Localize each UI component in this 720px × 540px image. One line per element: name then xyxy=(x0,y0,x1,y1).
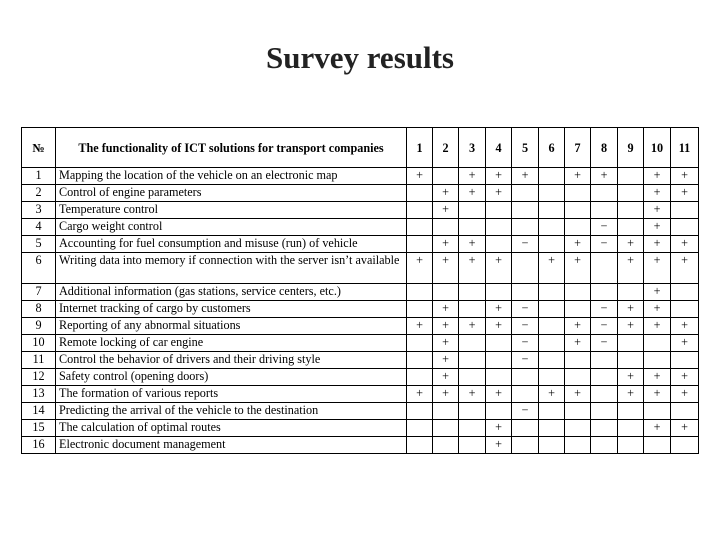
cell-company-1 xyxy=(407,403,433,420)
cell-company-4: + xyxy=(486,301,512,318)
header-company-7: 7 xyxy=(565,128,591,168)
header-company-4: 4 xyxy=(486,128,512,168)
cell-company-1 xyxy=(407,301,433,318)
cell-company-4: + xyxy=(486,420,512,437)
cell-company-8: + xyxy=(591,168,618,185)
cell-company-3 xyxy=(459,403,486,420)
cell-company-6 xyxy=(539,437,565,454)
cell-company-8 xyxy=(591,253,618,284)
cell-company-6 xyxy=(539,420,565,437)
table-row xyxy=(22,403,699,420)
cell-company-2: + xyxy=(433,253,459,284)
cell-company-9 xyxy=(618,352,644,369)
cell-company-6 xyxy=(539,202,565,219)
row-number: 4 xyxy=(22,219,56,236)
cell-company-2 xyxy=(433,437,459,454)
cell-company-3 xyxy=(459,219,486,236)
cell-company-11: + xyxy=(671,335,699,352)
cell-company-6 xyxy=(539,403,565,420)
table-row xyxy=(22,420,699,437)
cell-company-2: + xyxy=(433,352,459,369)
cell-company-3 xyxy=(459,284,486,301)
page-title: Survey results xyxy=(265,40,454,75)
cell-company-9 xyxy=(618,335,644,352)
table-row xyxy=(22,168,699,185)
cell-company-3: + xyxy=(459,318,486,335)
survey-table xyxy=(21,127,699,454)
cell-company-2: + xyxy=(433,202,459,219)
cell-company-8 xyxy=(591,202,618,219)
cell-company-8 xyxy=(591,420,618,437)
cell-company-8: − xyxy=(591,301,618,318)
cell-company-6 xyxy=(539,352,565,369)
cell-company-9 xyxy=(618,219,644,236)
cell-company-1: + xyxy=(407,253,433,284)
cell-company-3: + xyxy=(459,386,486,403)
cell-company-5: + xyxy=(512,168,539,185)
table-row xyxy=(22,185,699,202)
cell-company-5: − xyxy=(512,352,539,369)
cell-company-5: − xyxy=(512,318,539,335)
row-number: 7 xyxy=(22,284,56,301)
cell-company-3 xyxy=(459,301,486,318)
cell-company-9: + xyxy=(618,253,644,284)
cell-company-1 xyxy=(407,369,433,386)
cell-company-10: + xyxy=(644,420,671,437)
cell-company-5 xyxy=(512,185,539,202)
header-functionality: The functionality of ICT solutions for transport companies xyxy=(56,128,407,168)
cell-company-5: − xyxy=(512,335,539,352)
cell-company-2: + xyxy=(433,236,459,253)
cell-company-3 xyxy=(459,420,486,437)
header-company-5: 5 xyxy=(512,128,539,168)
header-company-6: 6 xyxy=(539,128,565,168)
table-row xyxy=(22,301,699,318)
cell-company-4: + xyxy=(486,386,512,403)
cell-company-1: + xyxy=(407,318,433,335)
cell-company-8 xyxy=(591,386,618,403)
cell-company-11 xyxy=(671,352,699,369)
cell-company-2: + xyxy=(433,318,459,335)
cell-company-5 xyxy=(512,386,539,403)
cell-company-7 xyxy=(565,301,591,318)
cell-company-7: + xyxy=(565,253,591,284)
cell-company-9 xyxy=(618,403,644,420)
cell-company-11: + xyxy=(671,185,699,202)
row-functionality: Additional information (gas stations, service centers, etc.) xyxy=(56,284,407,301)
cell-company-2: + xyxy=(433,369,459,386)
cell-company-11 xyxy=(671,219,699,236)
header-company-9: 9 xyxy=(618,128,644,168)
cell-company-7 xyxy=(565,369,591,386)
cell-company-8: − xyxy=(591,219,618,236)
row-number: 9 xyxy=(22,318,56,335)
row-functionality: The calculation of optimal routes xyxy=(56,420,407,437)
cell-company-9 xyxy=(618,284,644,301)
cell-company-10 xyxy=(644,352,671,369)
row-functionality: Remote locking of car engine xyxy=(56,335,407,352)
header-company-10: 10 xyxy=(644,128,671,168)
cell-company-2: + xyxy=(433,185,459,202)
cell-company-4: + xyxy=(486,437,512,454)
row-number: 16 xyxy=(22,437,56,454)
cell-company-8 xyxy=(591,185,618,202)
row-number: 5 xyxy=(22,236,56,253)
row-number: 1 xyxy=(22,168,56,185)
row-functionality: Cargo weight control xyxy=(56,219,407,236)
cell-company-1 xyxy=(407,236,433,253)
table-row xyxy=(22,284,699,301)
header-company-3: 3 xyxy=(459,128,486,168)
cell-company-3 xyxy=(459,352,486,369)
cell-company-6 xyxy=(539,301,565,318)
cell-company-11: + xyxy=(671,236,699,253)
cell-company-8: − xyxy=(591,236,618,253)
cell-company-7 xyxy=(565,185,591,202)
cell-company-4: + xyxy=(486,168,512,185)
cell-company-3 xyxy=(459,437,486,454)
cell-company-6 xyxy=(539,185,565,202)
cell-company-10: + xyxy=(644,168,671,185)
cell-company-11 xyxy=(671,284,699,301)
table-row xyxy=(22,318,699,335)
cell-company-7: + xyxy=(565,236,591,253)
cell-company-9: + xyxy=(618,318,644,335)
cell-company-1: + xyxy=(407,386,433,403)
cell-company-7: + xyxy=(565,168,591,185)
cell-company-6 xyxy=(539,236,565,253)
row-functionality: Electronic document management xyxy=(56,437,407,454)
cell-company-6 xyxy=(539,369,565,386)
cell-company-1 xyxy=(407,185,433,202)
cell-company-2 xyxy=(433,284,459,301)
row-functionality: Control of engine parameters xyxy=(56,185,407,202)
cell-company-10: + xyxy=(644,253,671,284)
cell-company-2: + xyxy=(433,335,459,352)
cell-company-4: + xyxy=(486,253,512,284)
cell-company-2 xyxy=(433,420,459,437)
cell-company-7: + xyxy=(565,335,591,352)
cell-company-1 xyxy=(407,219,433,236)
header-company-1: 1 xyxy=(407,128,433,168)
cell-company-6 xyxy=(539,318,565,335)
cell-company-1 xyxy=(407,335,433,352)
cell-company-9: + xyxy=(618,369,644,386)
cell-company-2 xyxy=(433,403,459,420)
cell-company-10: + xyxy=(644,219,671,236)
cell-company-7: + xyxy=(565,318,591,335)
cell-company-6: + xyxy=(539,253,565,284)
row-functionality: Accounting for fuel consumption and misuse (run) of vehicle xyxy=(56,236,407,253)
cell-company-7 xyxy=(565,403,591,420)
cell-company-1 xyxy=(407,437,433,454)
row-functionality: Safety control (opening doors) xyxy=(56,369,407,386)
cell-company-9 xyxy=(618,420,644,437)
cell-company-4: + xyxy=(486,318,512,335)
row-number: 6 xyxy=(22,253,56,284)
cell-company-9 xyxy=(618,437,644,454)
cell-company-5 xyxy=(512,420,539,437)
cell-company-3: + xyxy=(459,168,486,185)
cell-company-10: + xyxy=(644,202,671,219)
cell-company-4 xyxy=(486,335,512,352)
cell-company-5: − xyxy=(512,301,539,318)
cell-company-2 xyxy=(433,219,459,236)
cell-company-9 xyxy=(618,185,644,202)
row-number: 8 xyxy=(22,301,56,318)
row-functionality: Temperature control xyxy=(56,202,407,219)
cell-company-6 xyxy=(539,284,565,301)
header-number: № xyxy=(22,128,56,168)
table-row xyxy=(22,202,699,219)
cell-company-3 xyxy=(459,369,486,386)
cell-company-8 xyxy=(591,284,618,301)
cell-company-10 xyxy=(644,335,671,352)
cell-company-3 xyxy=(459,335,486,352)
table-row xyxy=(22,437,699,454)
cell-company-6 xyxy=(539,219,565,236)
cell-company-2 xyxy=(433,168,459,185)
header-company-11: 11 xyxy=(671,128,699,168)
cell-company-3: + xyxy=(459,236,486,253)
cell-company-1 xyxy=(407,284,433,301)
cell-company-2: + xyxy=(433,301,459,318)
cell-company-4 xyxy=(486,352,512,369)
row-number: 12 xyxy=(22,369,56,386)
cell-company-7: + xyxy=(565,386,591,403)
cell-company-11 xyxy=(671,301,699,318)
cell-company-11: + xyxy=(671,420,699,437)
cell-company-7 xyxy=(565,202,591,219)
table-row xyxy=(22,253,699,284)
cell-company-9 xyxy=(618,168,644,185)
cell-company-10: + xyxy=(644,185,671,202)
row-functionality: The formation of various reports xyxy=(56,386,407,403)
cell-company-4: + xyxy=(486,185,512,202)
cell-company-9: + xyxy=(618,236,644,253)
cell-company-4 xyxy=(486,219,512,236)
cell-company-2: + xyxy=(433,386,459,403)
cell-company-4 xyxy=(486,202,512,219)
cell-company-5: − xyxy=(512,236,539,253)
cell-company-8: − xyxy=(591,318,618,335)
cell-company-5 xyxy=(512,219,539,236)
cell-company-10: + xyxy=(644,301,671,318)
cell-company-8: − xyxy=(591,335,618,352)
table-row xyxy=(22,352,699,369)
cell-company-5 xyxy=(512,202,539,219)
row-number: 13 xyxy=(22,386,56,403)
cell-company-9: + xyxy=(618,301,644,318)
cell-company-10 xyxy=(644,403,671,420)
cell-company-5 xyxy=(512,284,539,301)
row-functionality: Mapping the location of the vehicle on an electronic map xyxy=(56,168,407,185)
cell-company-4 xyxy=(486,369,512,386)
table-row xyxy=(22,369,699,386)
cell-company-6: + xyxy=(539,386,565,403)
row-number: 10 xyxy=(22,335,56,352)
cell-company-11: + xyxy=(671,253,699,284)
cell-company-6 xyxy=(539,168,565,185)
table-header-row xyxy=(22,128,699,168)
cell-company-10: + xyxy=(644,369,671,386)
cell-company-5 xyxy=(512,437,539,454)
cell-company-10: + xyxy=(644,386,671,403)
cell-company-7 xyxy=(565,352,591,369)
cell-company-5 xyxy=(512,253,539,284)
cell-company-10: + xyxy=(644,318,671,335)
cell-company-11: + xyxy=(671,318,699,335)
row-functionality: Internet tracking of cargo by customers xyxy=(56,301,407,318)
header-company-8: 8 xyxy=(591,128,618,168)
cell-company-8 xyxy=(591,369,618,386)
cell-company-10: + xyxy=(644,236,671,253)
cell-company-11: + xyxy=(671,369,699,386)
cell-company-4 xyxy=(486,403,512,420)
cell-company-5 xyxy=(512,369,539,386)
header-company-2: 2 xyxy=(433,128,459,168)
cell-company-7 xyxy=(565,284,591,301)
cell-company-10: + xyxy=(644,284,671,301)
cell-company-11 xyxy=(671,403,699,420)
row-number: 11 xyxy=(22,352,56,369)
cell-company-8 xyxy=(591,403,618,420)
cell-company-4 xyxy=(486,236,512,253)
cell-company-10 xyxy=(644,437,671,454)
cell-company-7 xyxy=(565,420,591,437)
cell-company-7 xyxy=(565,437,591,454)
cell-company-6 xyxy=(539,335,565,352)
cell-company-1 xyxy=(407,420,433,437)
row-functionality: Control the behavior of drivers and their driving style xyxy=(56,352,407,369)
row-number: 15 xyxy=(22,420,56,437)
cell-company-3 xyxy=(459,202,486,219)
cell-company-7 xyxy=(565,219,591,236)
cell-company-8 xyxy=(591,352,618,369)
table-row xyxy=(22,335,699,352)
cell-company-9 xyxy=(618,202,644,219)
cell-company-9: + xyxy=(618,386,644,403)
cell-company-11: + xyxy=(671,168,699,185)
row-number: 2 xyxy=(22,185,56,202)
cell-company-5: − xyxy=(512,403,539,420)
row-functionality: Writing data into memory if connection with the server isn’t available xyxy=(56,253,407,284)
cell-company-11 xyxy=(671,437,699,454)
table-row xyxy=(22,236,699,253)
row-functionality: Predicting the arrival of the vehicle to the destination xyxy=(56,403,407,420)
row-functionality: Reporting of any abnormal situations xyxy=(56,318,407,335)
table-row xyxy=(22,219,699,236)
table-row xyxy=(22,386,699,403)
cell-company-11 xyxy=(671,202,699,219)
cell-company-1 xyxy=(407,202,433,219)
cell-company-1: + xyxy=(407,168,433,185)
cell-company-1 xyxy=(407,352,433,369)
cell-company-3: + xyxy=(459,253,486,284)
row-number: 14 xyxy=(22,403,56,420)
cell-company-8 xyxy=(591,437,618,454)
cell-company-3: + xyxy=(459,185,486,202)
cell-company-11: + xyxy=(671,386,699,403)
row-number: 3 xyxy=(22,202,56,219)
cell-company-4 xyxy=(486,284,512,301)
